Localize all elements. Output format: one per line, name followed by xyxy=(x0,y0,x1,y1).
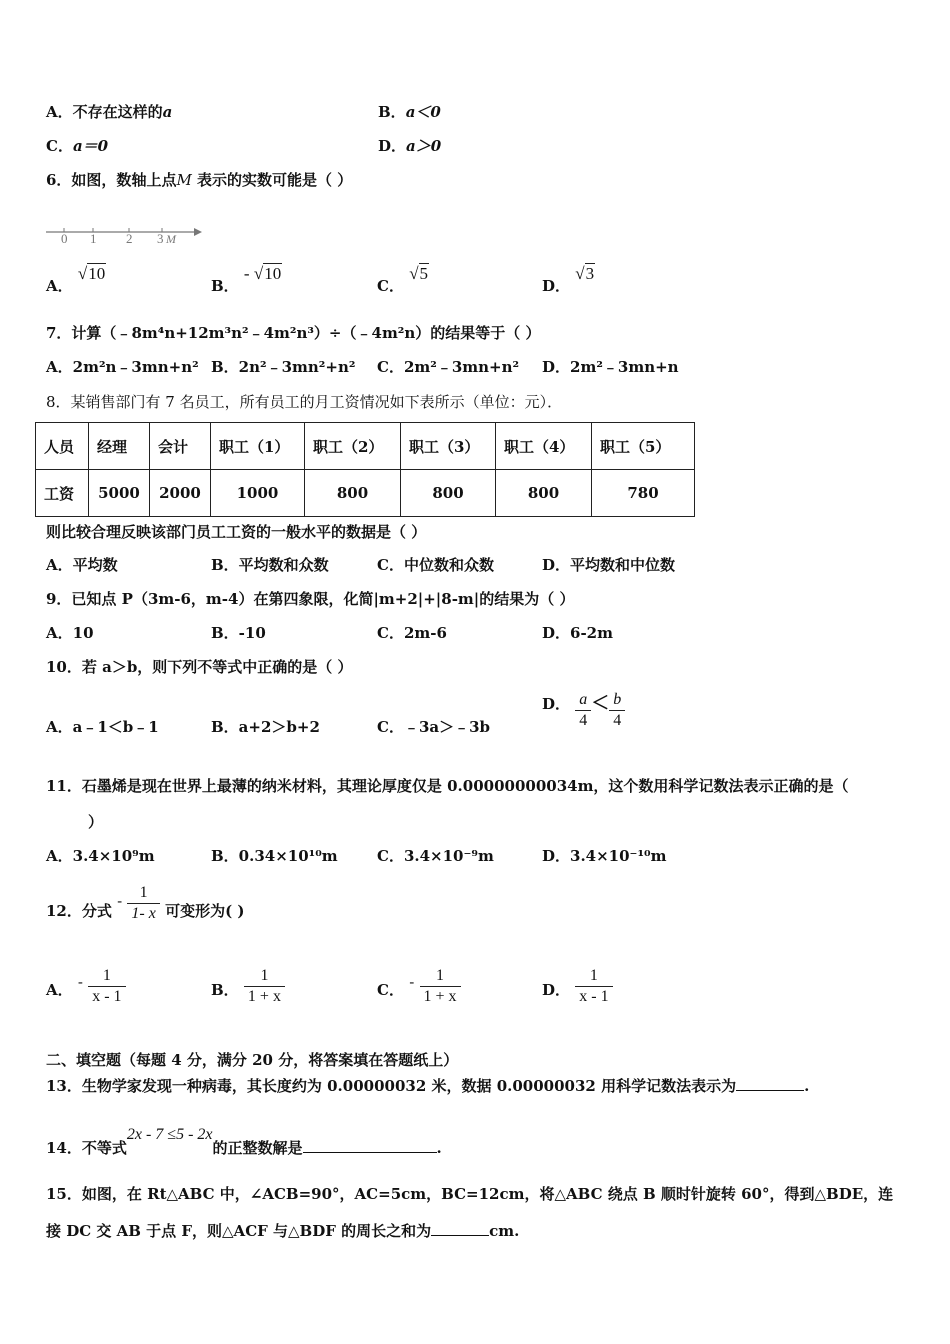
q6-option-c-sqrt: √5 xyxy=(409,264,429,283)
q10-fraction-a-den: 4 xyxy=(575,710,591,731)
q6-option-d-sqrt: √3 xyxy=(575,264,595,283)
q9-option-a: A．10 xyxy=(46,624,94,642)
q7-option-b: B．2n²﹣3mn²+n² xyxy=(211,358,356,376)
table-row xyxy=(36,470,695,517)
q14-stem-pre: 14．不等式 xyxy=(46,1139,127,1157)
q14-inequality: 2x - 7 ≤5 - 2x xyxy=(126,1126,213,1143)
q5-option-a xyxy=(46,102,172,122)
q11-stem-line1: 11．石墨烯是现在世界上最薄的纳米材料，其理论厚度仅是 0.00000000034m，这个数用科学记数法表示正确的是（ xyxy=(46,777,849,795)
q12-option-c-fraction xyxy=(420,966,461,1007)
q12-fraction-den: 1- x xyxy=(127,903,159,924)
q10-option-c: C．﹣3a＞﹣3b xyxy=(377,718,491,736)
q6-option-a-radicand: 10 xyxy=(88,264,106,283)
q6-option-a xyxy=(46,264,106,295)
q6-stem-pre: 6．如图，数轴上点 xyxy=(46,171,177,189)
q6-option-b-sqrt: - √10 xyxy=(243,264,282,283)
table-cell: 780 xyxy=(592,470,695,517)
q5-option-b-label: B． xyxy=(378,103,406,121)
table-cell: 2000 xyxy=(150,470,211,517)
table-cell: 800 xyxy=(401,470,496,517)
point-m-label: M xyxy=(166,232,176,246)
q15-stem-line2-text: 接 DC 交 AB 于点 F，则△ACF 与△BDF 的周长之和为 xyxy=(46,1222,432,1240)
q8-option-c: C．中位数和众数 xyxy=(377,556,494,574)
table-header-cell: 职工（3） xyxy=(401,423,496,470)
table-row xyxy=(36,423,695,470)
q12-fraction-num: 1 xyxy=(139,884,148,901)
q5-option-c-label: C． xyxy=(46,137,73,155)
q10-fraction-b xyxy=(609,690,625,731)
q15-answer-blank[interactable] xyxy=(431,1221,489,1236)
q10-fraction-a xyxy=(575,690,591,731)
q9-option-c: C．2m-6 xyxy=(377,624,447,642)
q10-option-d-label: D． xyxy=(542,694,571,713)
q11-option-a: A．3.4×10⁹m xyxy=(46,847,155,865)
table-cell: 1000 xyxy=(211,470,305,517)
q12-option-b-fraction xyxy=(244,966,285,1007)
q11-option-b: B．0.34×10¹⁰m xyxy=(211,847,338,865)
q12-fraction xyxy=(127,883,159,924)
q5-option-c-expr: a＝0 xyxy=(72,137,109,155)
q8-option-b: B．平均数和众数 xyxy=(211,556,329,574)
q8-stem: 8．某销售部门有 7 名员工，所有员工的月工资情况如下表所示（单位：元）． xyxy=(46,393,563,411)
table-header-cell: 经理 xyxy=(89,423,150,470)
q5-option-b-expr: a＜0 xyxy=(405,103,441,121)
q12-option-b xyxy=(211,966,285,1007)
q12-sign: - xyxy=(117,891,123,910)
q7-stem: 7．计算（﹣8m⁴n+12m³n²﹣4m²n³）÷（﹣4m²n）的结果等于（ ） xyxy=(46,324,541,342)
q9-option-d: D．6-2m xyxy=(542,624,613,642)
q5-option-d xyxy=(378,136,441,156)
q12-option-c-den: 1 + x xyxy=(420,986,461,1007)
q12-option-a-num: 1 xyxy=(102,967,111,984)
q15-stem-line2 xyxy=(46,1221,519,1241)
q12-option-b-label: B． xyxy=(211,980,239,999)
q5-option-d-label: D． xyxy=(378,137,407,155)
q12-option-c-label: C． xyxy=(377,980,404,999)
q12-stem-post: 可变形为( ) xyxy=(165,901,245,920)
q6-stem xyxy=(46,170,352,190)
q9-option-b: B．-10 xyxy=(211,624,266,642)
q12-option-d-den: x - 1 xyxy=(575,986,612,1007)
q12-option-a-label: A． xyxy=(46,980,73,999)
q5-option-c xyxy=(46,136,108,156)
q7-option-c: C．2m²﹣3mn+n² xyxy=(377,358,520,376)
q5-option-a-text: A．不存在这样的 xyxy=(46,103,163,121)
q12-option-b-num: 1 xyxy=(260,967,269,984)
table-header-cell: 职工（4） xyxy=(496,423,592,470)
q10-option-b: B．a+2＞b+2 xyxy=(211,718,320,736)
q6-option-d xyxy=(542,264,595,295)
q12-option-d-fraction xyxy=(575,966,612,1007)
wage-table xyxy=(35,422,695,517)
q12-stem xyxy=(46,883,245,924)
q11-option-d: D．3.4×10⁻¹⁰m xyxy=(542,847,667,865)
q7-option-d: D．2m²﹣3mn+n xyxy=(542,358,679,376)
q6-option-b-radicand: 10 xyxy=(264,264,282,283)
table-cell: 工资 xyxy=(36,470,89,517)
q15-stem-line1: 15．如图，在 Rt△ABC 中，∠ACB=90°，AC=5cm，BC=12cm，将△ABC 绕点 B 顺时针旋转 60°，得到△BDE，连 xyxy=(46,1185,894,1203)
q5-option-b xyxy=(378,102,441,122)
table-header-cell: 职工（5） xyxy=(592,423,695,470)
q14-answer-blank[interactable] xyxy=(303,1138,437,1153)
q10-relation: ＜ xyxy=(591,692,610,714)
q6-stem-var: M xyxy=(176,171,192,189)
q13-stem-text: 13．生物学家发现一种病毒，其长度约为 0.00000032 米，数据 0.00000032 用科学记数法表示为 xyxy=(46,1077,737,1095)
q10-fraction-b-num: b xyxy=(613,691,622,708)
q6-option-d-radicand: 3 xyxy=(585,264,595,283)
q12-option-d-num: 1 xyxy=(589,967,598,984)
q10-fraction-a-num: a xyxy=(579,691,588,708)
table-cell: 800 xyxy=(496,470,592,517)
number-line-figure xyxy=(44,222,204,246)
section-heading: 二、填空题（每题 4 分，满分 20 分，将答案填在答题纸上） xyxy=(46,1051,459,1069)
q11-option-c: C．3.4×10⁻⁹m xyxy=(377,847,494,865)
q5-option-a-var: a xyxy=(162,103,173,121)
q8-option-d: D．平均数和中位数 xyxy=(542,556,676,574)
q11-stem-line2: ） xyxy=(88,813,104,831)
q10-option-a: A．a﹣1＜b﹣1 xyxy=(46,718,159,736)
q6-option-b-sign: - xyxy=(243,264,250,283)
q8-option-a: A．平均数 xyxy=(46,556,118,574)
q6-option-a-label: A． xyxy=(46,277,73,295)
q12-option-a-sign: - xyxy=(77,972,83,991)
q14-stem-post: 的正整数解是 xyxy=(212,1139,303,1157)
q13-answer-blank[interactable] xyxy=(736,1076,804,1091)
table-header-cell: 职工（1） xyxy=(211,423,305,470)
q6-option-b xyxy=(211,264,282,295)
tick-label-0: 0 xyxy=(61,231,68,246)
q10-option-d xyxy=(542,690,625,731)
q9-stem: 9．已知点 P（3m-6，m-4）在第四象限，化简|m+2|+|8-m|的结果为（ ） xyxy=(46,590,575,608)
q12-option-d xyxy=(542,966,613,1007)
q12-option-d-label: D． xyxy=(542,980,571,999)
table-header-cell: 人员 xyxy=(36,423,89,470)
q12-option-c-num: 1 xyxy=(436,967,445,984)
table-header-cell: 职工（2） xyxy=(305,423,401,470)
q12-option-c-sign: - xyxy=(409,972,415,991)
q6-stem-post: 表示的实数可能是（ ） xyxy=(191,171,353,189)
q12-stem-pre: 12．分式 xyxy=(46,901,112,920)
tick-label-2: 2 xyxy=(126,231,133,246)
q14-stem xyxy=(46,1126,442,1157)
q12-option-a-den: x - 1 xyxy=(88,986,125,1007)
table-cell: 5000 xyxy=(89,470,150,517)
q12-option-a xyxy=(46,966,126,1007)
q6-option-b-label: B． xyxy=(211,277,239,295)
q6-option-c xyxy=(377,264,429,295)
q6-option-c-label: C． xyxy=(377,277,404,295)
q13-end: . xyxy=(804,1077,810,1095)
q12-option-c xyxy=(377,966,461,1007)
q6-option-d-label: D． xyxy=(542,277,571,295)
tick-label-3: 3 xyxy=(157,231,164,246)
q6-option-c-radicand: 5 xyxy=(419,264,429,283)
q14-end: . xyxy=(436,1139,442,1157)
q10-fraction-b-den: 4 xyxy=(609,710,625,731)
q15-end: cm. xyxy=(489,1222,520,1240)
q13-stem xyxy=(46,1076,809,1096)
q5-option-d-expr: a＞0 xyxy=(406,137,442,155)
q6-option-a-sqrt: √10 xyxy=(77,264,106,283)
table-cell: 800 xyxy=(305,470,401,517)
q7-option-a: A．2m²n﹣3mn+n² xyxy=(46,358,199,376)
q12-option-a-fraction xyxy=(88,966,125,1007)
q12-option-b-den: 1 + x xyxy=(244,986,285,1007)
q10-stem: 10．若 a＞b，则下列不等式中正确的是（ ） xyxy=(46,658,353,676)
tick-label-1: 1 xyxy=(90,231,97,246)
q8-follow: 则比较合理反映该部门员工工资的一般水平的数据是（ ） xyxy=(46,523,427,541)
table-header-cell: 会计 xyxy=(150,423,211,470)
number-line-arrow xyxy=(194,228,202,236)
